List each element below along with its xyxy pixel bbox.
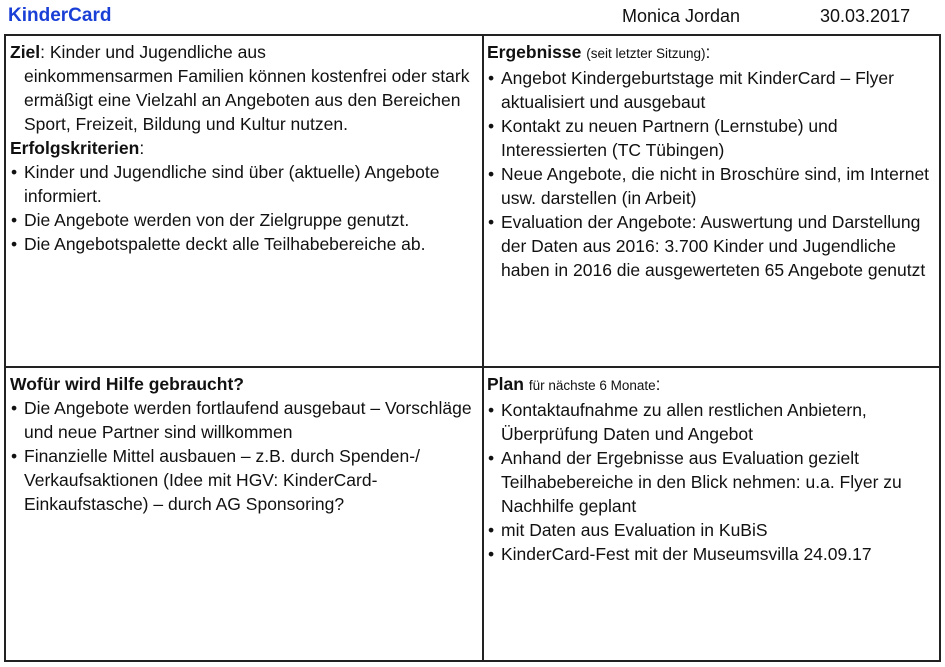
plan-list xyxy=(487,398,939,566)
list-item: • Neue Angebote, die nicht in Broschüre sind, im Internet usw. darstellen (in Arbeit) xyxy=(487,162,939,210)
hilfe-label: Wofür wird Hilfe gebraucht? xyxy=(10,374,244,394)
list-item: • Kontaktaufnahme zu allen restlichen Anbietern, Überprüfung Daten und Angebot xyxy=(487,398,939,446)
ziel-label: Ziel xyxy=(10,42,41,62)
ziel-heading xyxy=(10,40,480,64)
plan-note: für nächste 6 Monate xyxy=(528,378,656,393)
ziel-text: einkommensarmen Familien können kostenfrei oder stark ermäßigt eine Vielzahl an Angeboten aus den Bereichen Sport, Freizeit, Bildung und Kultur nutzen. xyxy=(24,66,470,134)
ergebnisse-colon: : xyxy=(705,42,711,62)
erfolgskriterien-label: Erfolgskriterien xyxy=(10,138,140,158)
ergebnisse-label: Ergebnisse xyxy=(487,42,582,62)
cell-ziel xyxy=(10,40,480,256)
hilfe-list xyxy=(10,396,480,516)
list-item: • Angebot Kindergeburtstage mit KinderCard – Flyer aktualisiert und ausgebaut xyxy=(487,66,939,114)
list-item: • mit Daten aus Evaluation in KuBiS xyxy=(487,518,939,542)
author-name: Monica Jordan xyxy=(622,6,741,26)
plan-label: Plan xyxy=(487,374,524,394)
list-item: • Die Angebote werden fortlaufend ausgebaut – Vorschläge und neue Partner sind willkommen xyxy=(10,396,480,444)
document-title: KinderCard xyxy=(8,5,112,26)
list-item: • Kontakt zu neuen Partnern (Lernstube) und Interessierten (TC Tübingen) xyxy=(487,114,939,162)
list-item: • Die Angebotspalette deckt alle Teilhabebereiche ab. xyxy=(10,232,480,256)
list-item: • Anhand der Ergebnisse aus Evaluation gezielt Teilhabebereiche in den Blick nehmen: u.a. Flyer zu Nachhilfe geplant xyxy=(487,446,939,518)
list-item: • Kinder und Jugendliche sind über (aktuelle) Angebote informiert. xyxy=(10,160,480,208)
ergebnisse-note: (seit letzter Sitzung) xyxy=(586,46,706,61)
list-item: • Die Angebote werden von der Zielgruppe genutzt. xyxy=(10,208,480,232)
list-item: • Evaluation der Angebote: Auswertung und Darstellung der Daten aus 2016: 3.700 Kinder und Jugendliche haben in 2016 die ausgewerteten 65 Angebote genutzt xyxy=(487,210,939,282)
plan-colon: : xyxy=(655,374,661,394)
erfolgskriterien-colon: : xyxy=(139,138,145,158)
ergebnisse-list xyxy=(487,66,939,282)
row-divider xyxy=(6,366,939,368)
cell-ergebnisse xyxy=(487,40,939,282)
document-date: 30.03.2017 xyxy=(820,6,911,26)
ergebnisse-heading xyxy=(487,40,939,66)
column-divider xyxy=(482,36,484,660)
cell-plan xyxy=(487,372,939,566)
plan-heading xyxy=(487,372,939,398)
erfolgskriterien-list xyxy=(10,160,480,256)
summary-table xyxy=(4,34,941,662)
list-item: • KinderCard-Fest mit der Museumsvilla 24.09.17 xyxy=(487,542,939,566)
cell-hilfe xyxy=(10,372,480,516)
hilfe-heading xyxy=(10,372,480,396)
ziel-text-first: : Kinder und Jugendliche aus xyxy=(40,42,266,62)
list-item: • Finanzielle Mittel ausbauen – z.B. durch Spenden-/ Verkaufsaktionen (Idee mit HGV: KinderCard-Einkaufstasche) – durch AG Sponsoring? xyxy=(10,444,480,516)
erfolgskriterien-heading xyxy=(10,136,480,160)
document-header xyxy=(0,0,945,34)
